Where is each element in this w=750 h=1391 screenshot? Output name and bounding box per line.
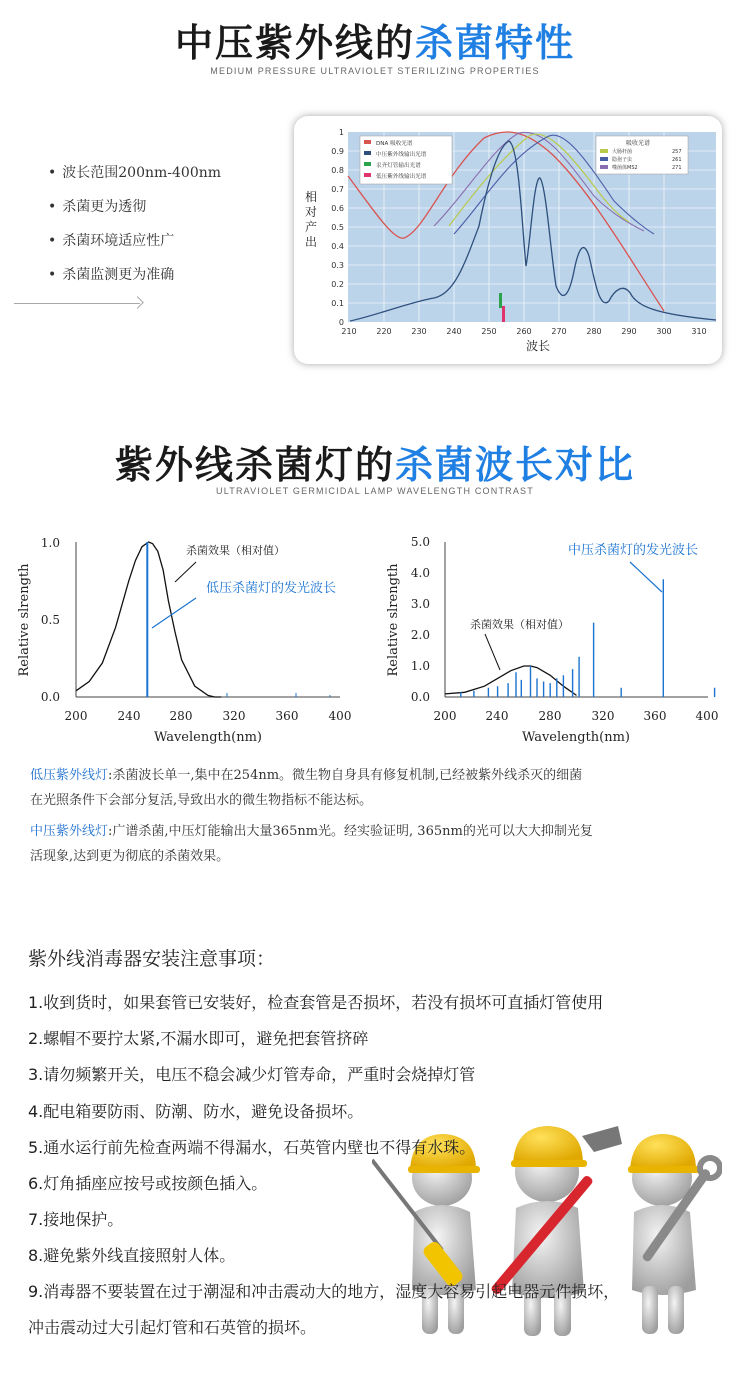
low-pressure-chart bbox=[17, 536, 351, 745]
c1-annotation-germicidal: 杀菌效果（相对值） bbox=[186, 544, 285, 557]
feature-list bbox=[48, 162, 221, 298]
c2-emission-lines bbox=[461, 579, 715, 697]
note-item: 9.消毒器不要装置在过于潮湿和冲击震动大的地方，湿度大容易引起电器元件损坏， bbox=[28, 1282, 620, 1301]
c1-y-tick: 0.0 bbox=[40, 690, 60, 704]
legend-right bbox=[596, 136, 688, 174]
medium-pressure-text: :广谱杀菌,中压灯能输出大量365nm光。经实验证明, 365nm的光可以大大抑制光复 bbox=[108, 824, 593, 839]
x-tick: 280 bbox=[586, 327, 602, 336]
absorption-y-axis-label: 相对产出 bbox=[304, 190, 317, 249]
feature-item: • 波长范围200nm-400nm bbox=[48, 162, 221, 182]
y-tick: 0.5 bbox=[331, 223, 344, 232]
y-tick: 0.1 bbox=[331, 299, 344, 308]
c1-emission-pointer bbox=[152, 598, 196, 628]
feature-item: • 杀菌监测更为准确 bbox=[48, 264, 221, 284]
divider-arrow-line bbox=[14, 303, 140, 304]
low-pressure-text: :杀菌波长单一,集中在254nm。微生物自身具有修复机制,已经被紫外线杀灭的细菌 bbox=[108, 768, 583, 783]
y-tick: 0.7 bbox=[331, 185, 344, 194]
legend-value: 261 bbox=[672, 157, 682, 163]
note-item: 3.请勿频繁开关，电压不稳会减少灯管寿命，严重时会烧掉灯管 bbox=[28, 1065, 476, 1084]
medium-pressure-chart bbox=[386, 535, 718, 745]
feature-item: • 杀菌环境适应性广 bbox=[48, 230, 221, 250]
explain-paragraph-2 bbox=[30, 819, 730, 869]
c2-annotation-pointer bbox=[485, 634, 500, 670]
legend-label: 噬菌体MS2 bbox=[612, 165, 638, 171]
x-tick: 240 bbox=[446, 327, 462, 336]
c2-y-tick: 4.0 bbox=[410, 566, 430, 580]
c1-x-tick: 400 bbox=[328, 709, 352, 723]
section1-title-highlight: 杀菌特性 bbox=[415, 21, 576, 65]
note-item: 6.灯角插座应按号或按颜色插入。 bbox=[28, 1174, 268, 1193]
amalgam-lamp-bar bbox=[499, 293, 502, 308]
note-item: 5.通水运行前先检查两端不得漏水，石英管内壁也不得有水珠。 bbox=[28, 1138, 476, 1157]
x-axis-label: 波长 bbox=[525, 339, 551, 353]
c2-annotation-germicidal: 杀菌效果（相对值） bbox=[470, 618, 569, 631]
c2-y-tick: 0.0 bbox=[410, 690, 430, 704]
legend-label: 大肠杆菌 bbox=[612, 149, 633, 155]
y-tick: 0.3 bbox=[331, 261, 344, 270]
c2-x-tick: 280 bbox=[538, 709, 562, 723]
c2-x-tick: 320 bbox=[591, 709, 615, 723]
worker-figure bbox=[372, 1134, 480, 1334]
x-tick: 290 bbox=[621, 327, 637, 336]
worker-figure bbox=[628, 1134, 720, 1334]
y-tick: 1 bbox=[338, 128, 344, 137]
note-item: 8.避免紫外线直接照射人体。 bbox=[28, 1246, 236, 1265]
y-tick-labels bbox=[331, 128, 344, 327]
note-item: 1.收到货时，如果套管已安装好，检查套管是否损坏，若没有损坏可直插灯管使用 bbox=[28, 993, 604, 1012]
section2-subtitle: ULTRAVIOLET GERMICIDAL LAMP WAVELENGTH CONTRAST bbox=[216, 486, 534, 496]
legend-label: 隐孢子虫 bbox=[612, 157, 633, 163]
low-pressure-lamp-bar bbox=[502, 306, 505, 322]
y-tick: 0.9 bbox=[331, 147, 344, 156]
note-item: 2.螺帽不要拧太紧,不漏水即可，避免把套管挤碎 bbox=[28, 1029, 369, 1048]
c2-y-label: Relative slrength bbox=[386, 563, 401, 677]
c1-annotation-pointer bbox=[175, 562, 196, 582]
low-pressure-text-line2: 在光照条件下会部分复活,导致出水的微生物指标不能达标。 bbox=[30, 793, 373, 808]
c1-germicidal-curve bbox=[76, 542, 221, 697]
c1-x-tick: 200 bbox=[64, 709, 88, 723]
section2-title-highlight: 杀菌波长对比 bbox=[395, 443, 636, 487]
legend-label: 中压紫外线输出光谱 bbox=[376, 152, 427, 158]
c2-emission-pointer bbox=[630, 562, 662, 592]
c1-x-tick: 240 bbox=[117, 709, 141, 723]
section1-title-prefix: 中压紫外线的 bbox=[174, 21, 415, 65]
worker-figure bbox=[490, 1126, 622, 1336]
c2-y-tick: 3.0 bbox=[410, 597, 430, 611]
x-tick: 260 bbox=[516, 327, 532, 336]
medium-pressure-key: 中压紫外线灯 bbox=[30, 824, 109, 839]
explain-paragraph-1 bbox=[30, 763, 730, 813]
absorption-chart bbox=[294, 116, 722, 364]
feature-item: • 杀菌更为透彻 bbox=[48, 196, 221, 216]
legend-title: 吸收光谱 bbox=[626, 140, 651, 147]
c1-x-label: Wavelength(nm) bbox=[153, 730, 263, 745]
x-tick: 220 bbox=[376, 327, 392, 336]
y-tick: 0.4 bbox=[331, 242, 344, 251]
notes-title: 紫外线消毒器安装注意事项： bbox=[28, 948, 276, 970]
x-tick: 270 bbox=[551, 327, 567, 336]
c1-y-tick: 1.0 bbox=[40, 536, 60, 550]
y-tick: 0.8 bbox=[331, 166, 344, 175]
c1-y-label: Relative slrength bbox=[17, 563, 32, 677]
c2-y-tick: 2.0 bbox=[410, 628, 430, 642]
x-tick-labels bbox=[341, 327, 706, 336]
c2-x-label: Wavelength(nm) bbox=[521, 730, 631, 745]
y-tick: 0 bbox=[338, 318, 344, 327]
legend-value: 257 bbox=[672, 149, 682, 155]
note-item: 4.配电箱要防雨、防潮、防水，避免设备损坏。 bbox=[28, 1102, 364, 1121]
c2-x-tick: 360 bbox=[643, 709, 667, 723]
medium-pressure-text-line2: 活现象,达到更为彻底的杀菌效果。 bbox=[30, 849, 230, 864]
c2-annotation-emission: 中压杀菌灯的发光波长 bbox=[568, 543, 699, 558]
legend-label: DNA 吸收光谱 bbox=[376, 141, 413, 147]
arrow-right-icon bbox=[131, 296, 144, 309]
c1-y-tick: 0.5 bbox=[40, 613, 60, 627]
c1-annotation-emission: 低压杀菌灯的发光波长 bbox=[206, 581, 337, 596]
c1-x-tick: 320 bbox=[222, 709, 246, 723]
low-pressure-key: 低压紫外线灯 bbox=[30, 768, 109, 783]
c1-x-tick: 360 bbox=[275, 709, 299, 723]
c2-x-tick: 240 bbox=[485, 709, 509, 723]
note-item: 7.接地保护。 bbox=[28, 1210, 124, 1229]
c2-y-tick: 5.0 bbox=[410, 535, 430, 549]
x-tick: 310 bbox=[691, 327, 707, 336]
legend-left bbox=[360, 136, 452, 184]
section1-title bbox=[0, 12, 750, 67]
c2-x-tick: 200 bbox=[433, 709, 457, 723]
legend-label: 低压紫外线输出光谱 bbox=[376, 174, 427, 180]
y-tick: 0.2 bbox=[331, 280, 344, 289]
x-tick: 250 bbox=[481, 327, 497, 336]
legend-label: 汞齐灯管输出光谱 bbox=[376, 163, 421, 169]
y-tick: 0.6 bbox=[331, 204, 344, 213]
legend-value: 271 bbox=[672, 165, 682, 171]
c1-x-tick: 280 bbox=[169, 709, 193, 723]
note-item: 冲击震动过大引起灯管和石英管的损坏。 bbox=[28, 1318, 317, 1337]
absorption-chart-card bbox=[294, 116, 722, 364]
section2-title bbox=[0, 434, 750, 489]
x-tick: 300 bbox=[656, 327, 672, 336]
comparison-charts bbox=[0, 520, 750, 760]
x-tick: 210 bbox=[341, 327, 357, 336]
section2-title-prefix: 紫外线杀菌灯的 bbox=[114, 443, 395, 487]
section1-subtitle: MEDIUM PRESSURE ULTRAVIOLET STERILIZING PROPERTIES bbox=[210, 66, 540, 76]
c2-y-tick: 1.0 bbox=[410, 659, 430, 673]
c2-x-tick: 400 bbox=[695, 709, 719, 723]
x-tick: 230 bbox=[411, 327, 427, 336]
